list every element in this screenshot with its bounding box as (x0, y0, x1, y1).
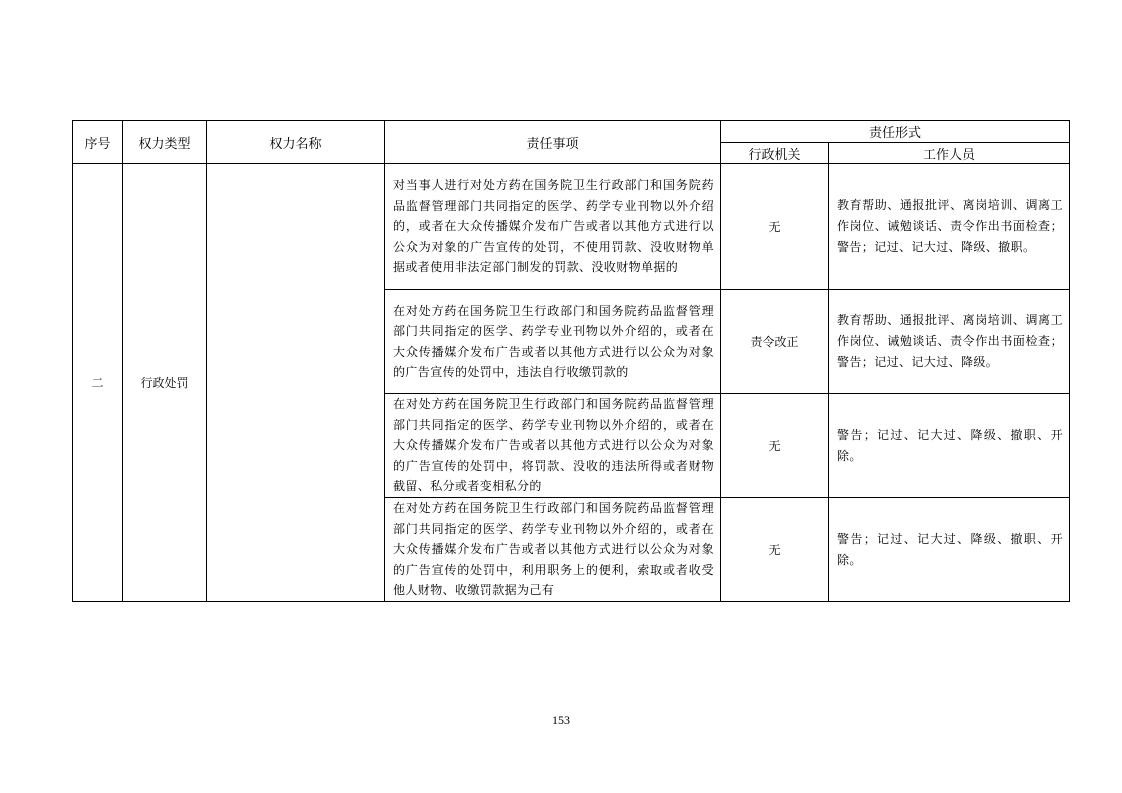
staff-cell: 教育帮助、通报批评、离岗培训、调离工作岗位、诫勉谈话、责令作出书面检查；警告；记过、记大过、降级、撤职。 (829, 164, 1070, 290)
page-number: 153 (552, 713, 570, 727)
staff-cell: 警告；记过、记大过、降级、撤职、开除。 (829, 498, 1070, 602)
staff-cell: 警告；记过、记大过、降级、撤职、开除。 (829, 394, 1070, 498)
header-power-name: 权力名称 (207, 121, 385, 164)
header-responsibility-item: 责任事项 (385, 121, 721, 164)
header-staff: 工作人员 (829, 143, 1070, 164)
responsibility-table (72, 120, 1070, 602)
header-row-1 (73, 121, 1070, 143)
header-responsibility-form: 责任形式 (721, 121, 1070, 143)
header-admin-organ: 行政机关 (721, 143, 829, 164)
admin-organ-cell: 责令改正 (721, 290, 829, 394)
group-power-name-cell (207, 164, 385, 602)
admin-organ-cell: 无 (721, 164, 829, 290)
responsibility-item-cell: 在对处方药在国务院卫生行政部门和国务院药品监督管理部门共同指定的医学、药学专业刊物以外介绍的，或者在大众传播媒介发布广告或者以其他方式进行以公众为对象的广告宣传的处罚中，将罚款、没收的违法所得或者财物截留、私分或者变相私分的 (385, 394, 721, 498)
header-power-type: 权力类型 (123, 121, 207, 164)
responsibility-item-cell: 在对处方药在国务院卫生行政部门和国务院药品监督管理部门共同指定的医学、药学专业刊物以外介绍的，或者在大众传播媒介发布广告或者以其他方式进行以公众为对象的广告宣传的处罚中，利用职务上的便利，索取或者收受他人财物、收缴罚款据为己有 (385, 498, 721, 602)
table-row (73, 164, 1070, 290)
table-header (73, 121, 1070, 164)
table-body (73, 164, 1070, 602)
header-seq: 序号 (73, 121, 123, 164)
group-seq-cell: 二 (73, 164, 123, 602)
responsibility-item-cell: 在对处方药在国务院卫生行政部门和国务院药品监督管理部门共同指定的医学、药学专业刊物以外介绍的，或者在大众传播媒介发布广告或者以其他方式进行以公众为对象的广告宣传的处罚中，违法自行收缴罚款的 (385, 290, 721, 394)
staff-cell: 教育帮助、通报批评、离岗培训、调离工作岗位、诫勉谈话、责令作出书面检查；警告；记过、记大过、降级。 (829, 290, 1070, 394)
responsibility-item-cell: 对当事人进行对处方药在国务院卫生行政部门和国务院药品监督管理部门共同指定的医学、药学专业刊物以外介绍的，或者在大众传播媒介发布广告或者以其他方式进行以公众为对象的广告宣传的处罚，不使用罚款、没收财物单据或者使用非法定部门制发的罚款、没收财物单据的 (385, 164, 721, 290)
admin-organ-cell: 无 (721, 394, 829, 498)
group-power-type-cell: 行政处罚 (123, 164, 207, 602)
admin-organ-cell: 无 (721, 498, 829, 602)
